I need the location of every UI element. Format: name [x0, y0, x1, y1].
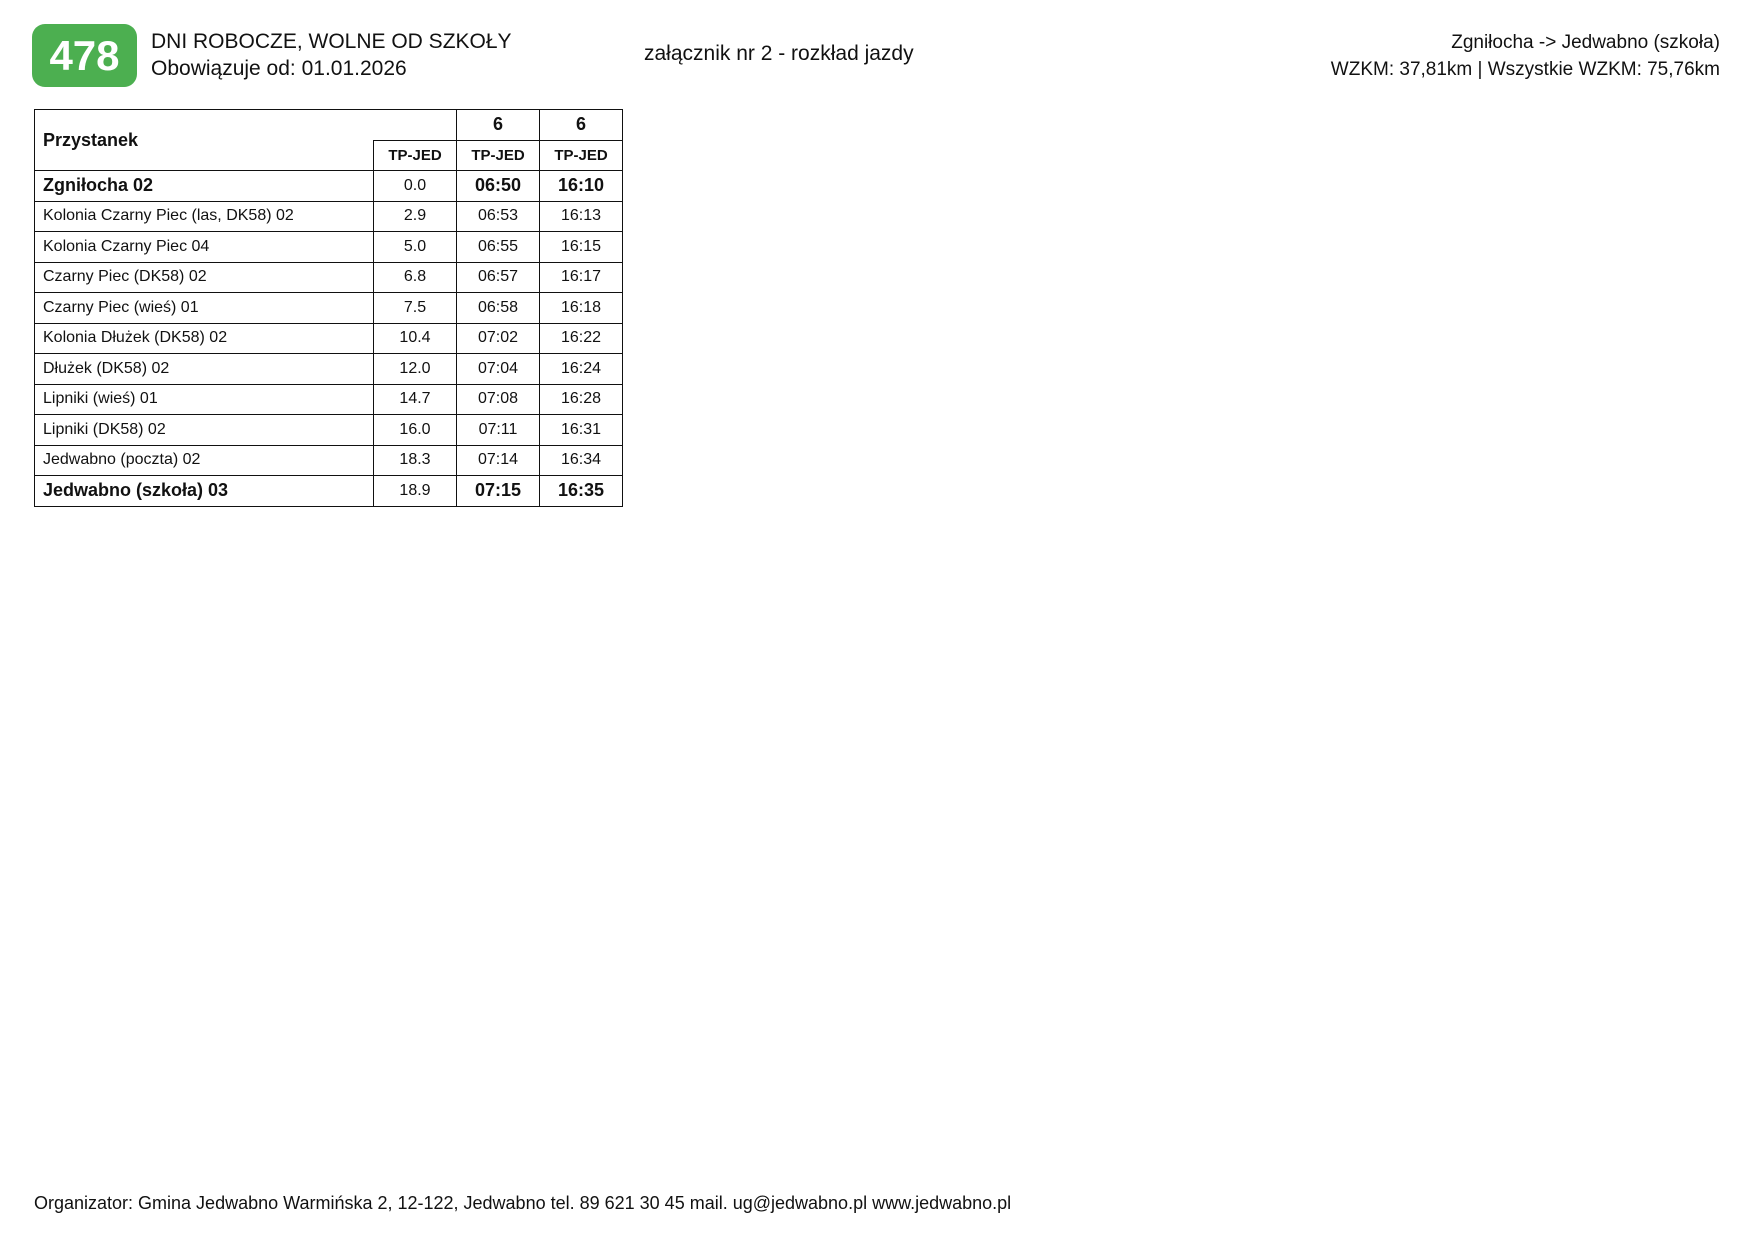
table-row	[35, 262, 623, 293]
stop-name: Kolonia Czarny Piec 04	[35, 232, 374, 263]
attachment-title: załącznik nr 2 - rozkład jazdy	[644, 42, 914, 65]
route-info	[1331, 29, 1720, 83]
departure-time: 07:02	[457, 323, 540, 354]
km-value: 2.9	[374, 201, 457, 232]
route-distance: WZKM: 37,81km | Wszystkie WZKM: 75,76km	[1330, 59, 1720, 80]
table-row	[35, 201, 623, 232]
header-info	[151, 28, 512, 82]
km-value: 10.4	[374, 323, 457, 354]
table-row	[35, 384, 623, 415]
departure-time: 07:15	[457, 476, 540, 507]
sub-header: TP-JED	[457, 140, 540, 171]
departure-time: 07:11	[457, 415, 540, 446]
stop-name: Jedwabno (szkoła) 03	[35, 476, 374, 507]
km-value: 16.0	[374, 415, 457, 446]
table-row	[35, 354, 623, 385]
table-row	[35, 171, 623, 202]
departure-time: 16:35	[540, 476, 623, 507]
stop-name: Kolonia Czarny Piec (las, DK58) 02	[35, 201, 374, 232]
departure-time: 07:04	[457, 354, 540, 385]
stop-name: Lipniki (DK58) 02	[35, 415, 374, 446]
departure-time: 07:08	[457, 384, 540, 415]
departure-time: 16:15	[540, 232, 623, 263]
stop-name: Jedwabno (poczta) 02	[35, 445, 374, 476]
stop-name: Lipniki (wieś) 01	[35, 384, 374, 415]
route-direction: Zgniłocha -> Jedwabno (szkoła)	[1451, 32, 1720, 53]
stop-name: Czarny Piec (wieś) 01	[35, 293, 374, 324]
departure-time: 06:55	[457, 232, 540, 263]
km-value: 18.3	[374, 445, 457, 476]
sub-header: TP-JED	[540, 140, 623, 171]
stop-name: Zgniłocha 02	[35, 171, 374, 202]
stop-name: Kolonia Dłużek (DK58) 02	[35, 323, 374, 354]
departure-time: 16:17	[540, 262, 623, 293]
departure-time: 16:22	[540, 323, 623, 354]
stop-name: Czarny Piec (DK58) 02	[35, 262, 374, 293]
km-header-blank	[374, 110, 457, 141]
km-value: 6.8	[374, 262, 457, 293]
day-type: DNI ROBOCZE, WOLNE OD SZKOŁY	[151, 30, 512, 53]
departure-time: 16:18	[540, 293, 623, 324]
departure-time: 16:34	[540, 445, 623, 476]
table-row	[35, 476, 623, 507]
departure-time: 06:58	[457, 293, 540, 324]
sub-header: TP-JED	[374, 140, 457, 171]
km-value: 12.0	[374, 354, 457, 385]
course-number: 6	[540, 110, 623, 141]
course-number: 6	[457, 110, 540, 141]
departure-time: 16:24	[540, 354, 623, 385]
timetable	[34, 109, 623, 507]
departure-time: 16:28	[540, 384, 623, 415]
departure-time: 16:13	[540, 201, 623, 232]
km-value: 18.9	[374, 476, 457, 507]
km-value: 0.0	[374, 171, 457, 202]
footer-organizer: Organizator: Gmina Jedwabno Warmińska 2, 12-122, Jedwabno tel. 89 621 30 45 mail. ug@jedwabno.pl www.jedwabno.pl	[34, 1193, 1012, 1213]
km-value: 7.5	[374, 293, 457, 324]
table-row	[35, 415, 623, 446]
table-row	[35, 323, 623, 354]
km-value: 14.7	[374, 384, 457, 415]
departure-time: 06:53	[457, 201, 540, 232]
table-row	[35, 232, 623, 263]
departure-time: 06:57	[457, 262, 540, 293]
departure-time: 16:10	[540, 171, 623, 202]
departure-time: 06:50	[457, 171, 540, 202]
km-value: 5.0	[374, 232, 457, 263]
valid-from: Obowiązuje od: 01.01.2026	[151, 57, 407, 80]
departure-time: 07:14	[457, 445, 540, 476]
table-row	[35, 445, 623, 476]
line-number-badge: 478	[32, 24, 137, 87]
table-row	[35, 293, 623, 324]
stop-name: Dłużek (DK58) 02	[35, 354, 374, 385]
stop-header: Przystanek	[35, 110, 374, 171]
departure-time: 16:31	[540, 415, 623, 446]
